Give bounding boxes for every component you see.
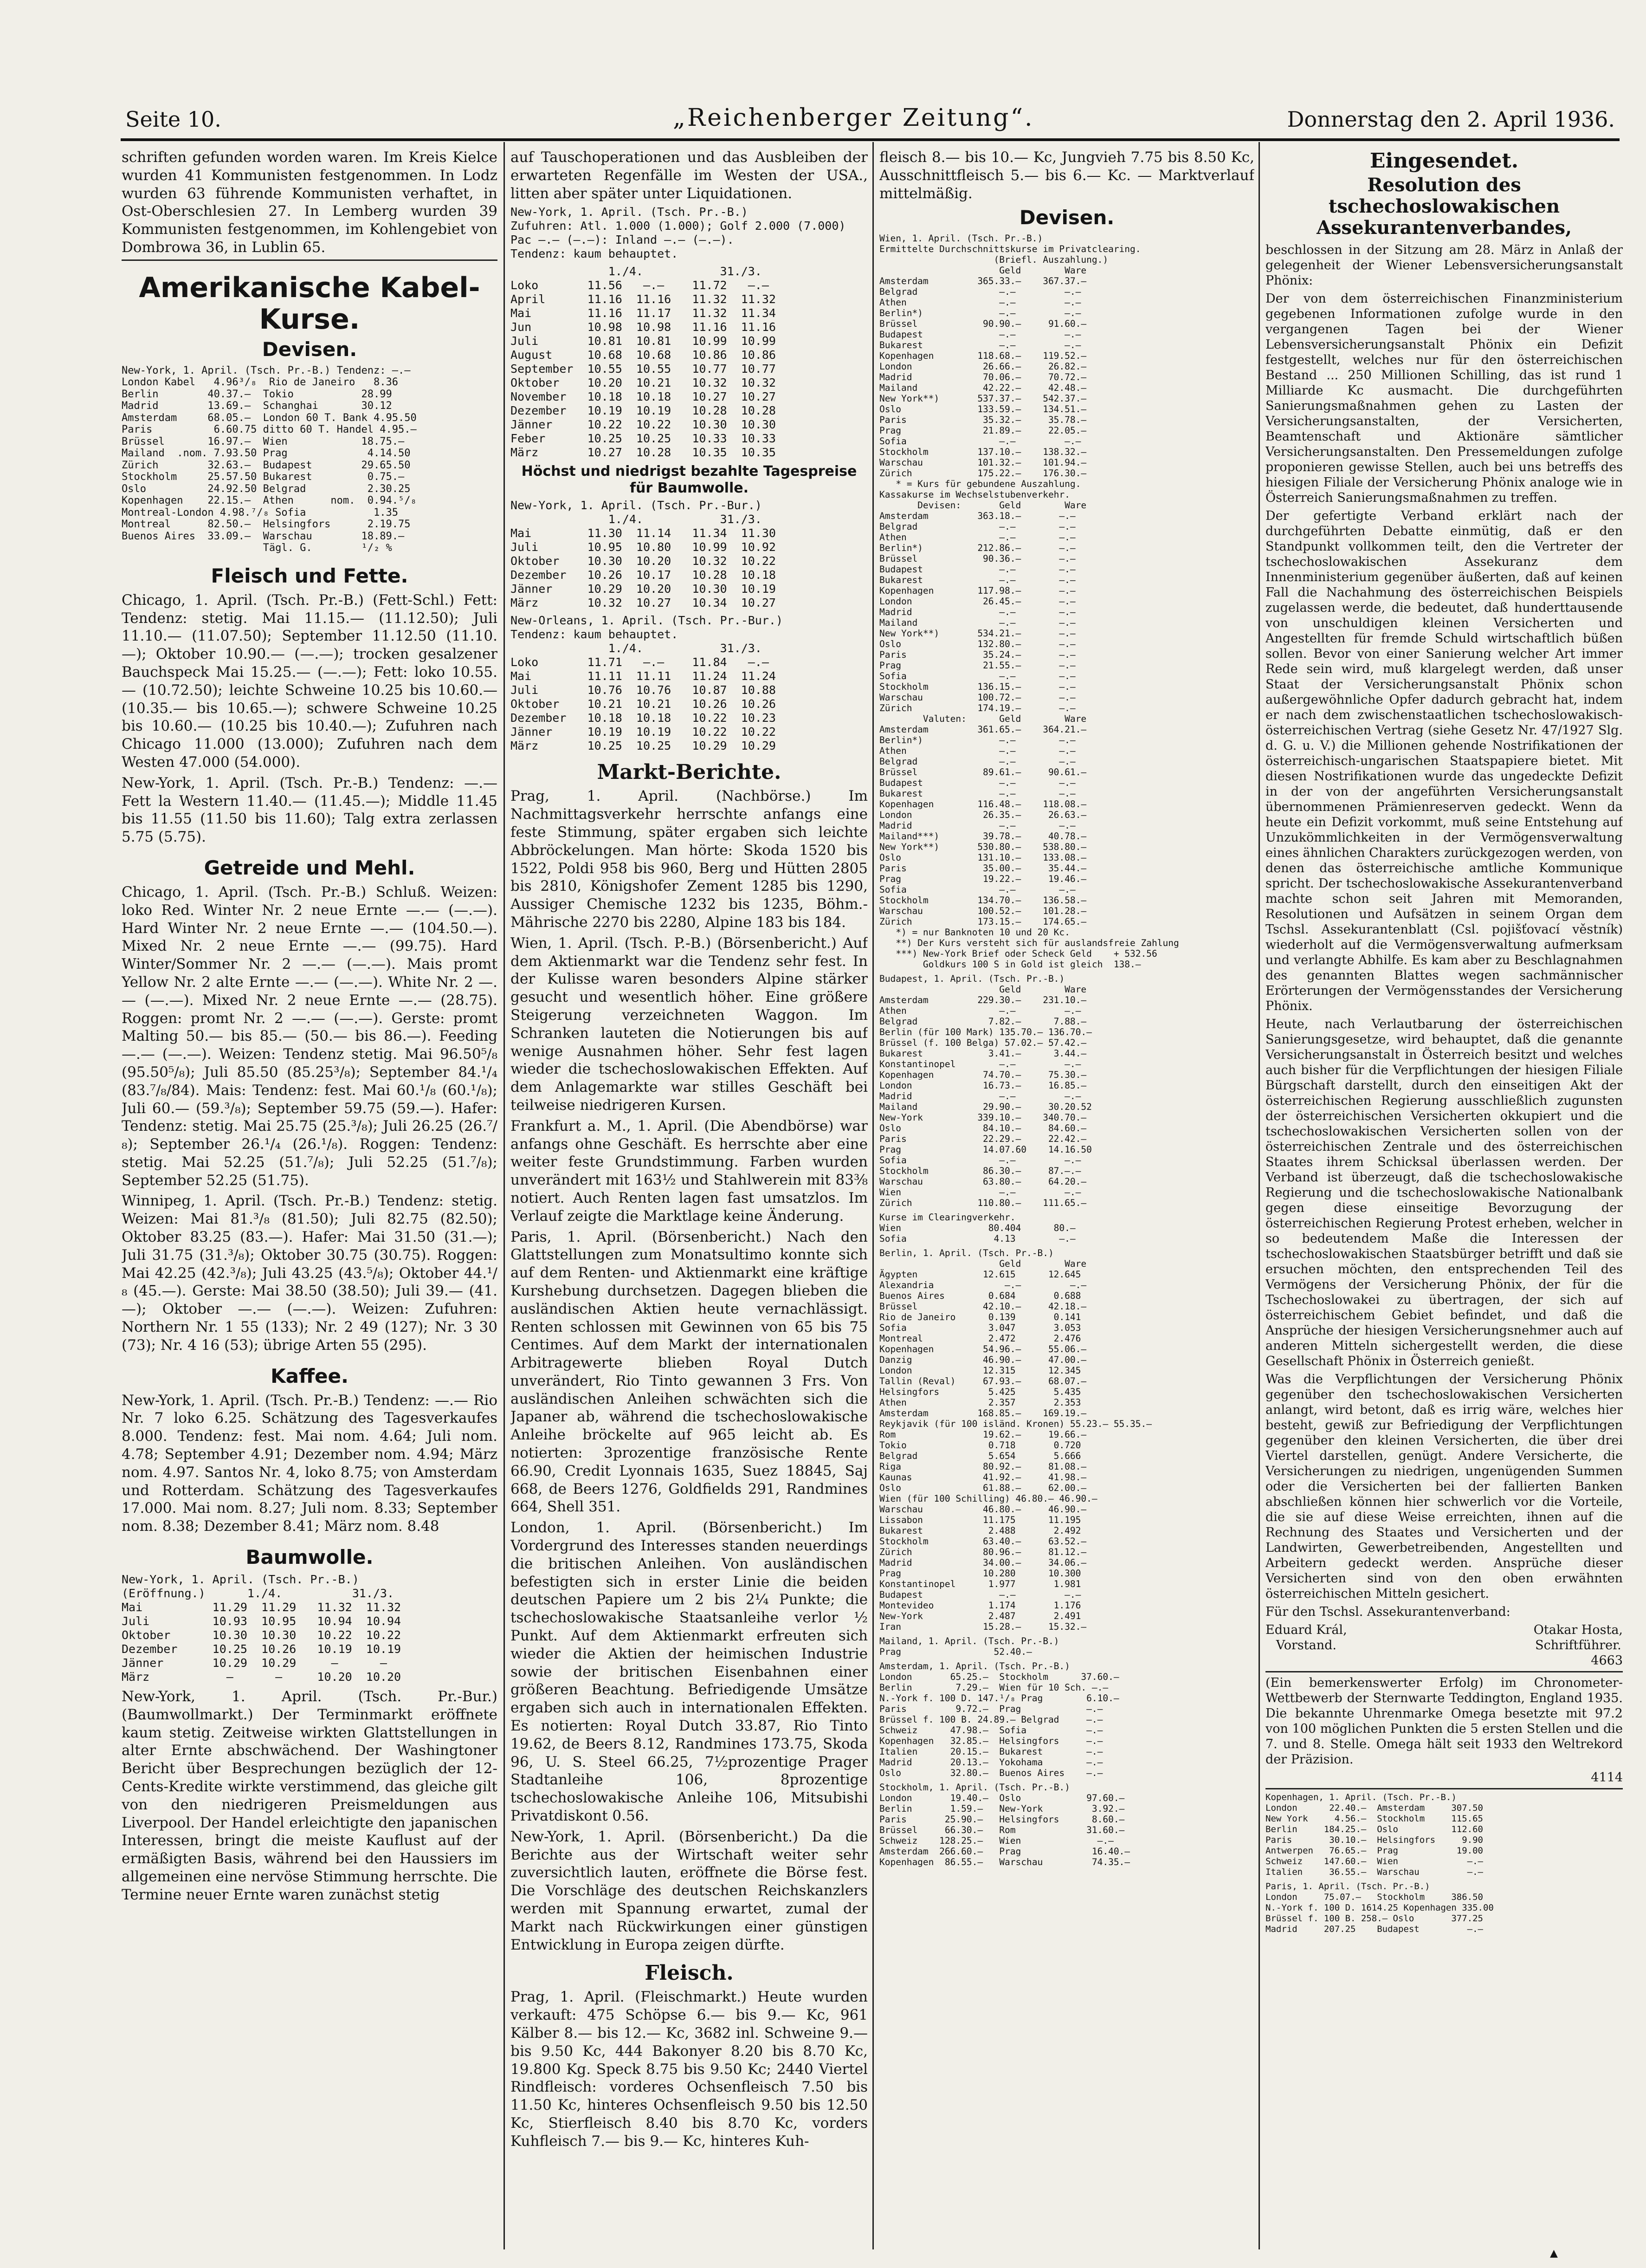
signature-number: 4663 xyxy=(1591,1653,1623,1668)
page-header xyxy=(125,102,1615,139)
getreide-heading: Getreide und Mehl. xyxy=(204,856,415,879)
eingesendet-heading: Eingesendet. xyxy=(1369,149,1519,173)
omega-number: 4114 xyxy=(1591,1770,1623,1785)
signature-block xyxy=(1265,1622,1623,1653)
column-rule-3 xyxy=(1259,142,1260,2249)
kopenhagen-table: Kopenhagen, 1. April. (Tsch. Pr.-B.) London 22.40.— Amsterdam 307.50 New York 4.56.— Stockholm 115.65 Berlin 184.25.— Oslo 112.60 Paris 30.10.— Helsingfors 9.90 Antwerpen 76.65.— Prag 19.00 Schweiz 147.60.— Wien —.— Italien 36.55.— Warschau —.— xyxy=(1265,1792,1483,1877)
signature-1 xyxy=(1265,1622,1347,1653)
resolution-intro: beschlossen in der Sitzung am 28. März in Anlaß der gelegenheit der Wiener Lebensversicherungsanstalt Phönix: xyxy=(1265,243,1623,288)
col1-intro: schriften gefunden worden waren. Im Kreis Kielce wurden 41 Kommunisten festgenommen. In Lodz wurden 63 führende Kommunisten verhaftet, in Ost-Oberschlesien 27. In Lemberg wurden 39 Kommunisten festgenommen, im Kohlengebiet von Dombrowa 36, in Lublin 65. xyxy=(122,149,497,256)
markt-berichte-heading: Markt-Berichte. xyxy=(597,760,781,784)
signature-2-role: Schriftführer. xyxy=(1535,1638,1621,1652)
omega-notice: (Ein bemerkenswerter Erfolg) im Chronometer-Wettbewerb der Sternwarte Teddington, England 1935. Die bekannte Uhrenmarke Omega besetzte mit 97.2 von 100 möglichen Punkten die 5 ersten Stellen und die 7. und 8. Stelle. Omega hält seit 1933 den Weltrekord der Präzision. xyxy=(1265,1676,1623,1767)
column-3 xyxy=(879,149,1254,2247)
kaffee-text: New-York, 1. April. (Tsch. Pr.-B.) Tendenz: —.— Rio Nr. 7 loko 6.25. Schätzung des Tagesverkaufes 8.000. Tendenz: fest. Mai nom. 4.64; Juli nom. 4.78; September 4.91; Dezember nom. 4.94; März nom. 4.97. Santos Nr. 4, loko 8.75; von Amsterdam und Rotterdam. Schätzung des Tagesverkaufes 17.000. Mai nom. 8.27; Juli nom. 8.33; September nom. 8.38; Dezember 8.41; März nom. 8.48 xyxy=(122,1392,497,1535)
chicago-getreide-text: Chicago, 1. April. (Tsch. Pr.-B.) Schluß. Weizen: loko Red. Winter Nr. 2 neue Ernte —.— (—.—). Hard Winter Nr. 2 neue Ernte —.— (104.50.—). Mixed Nr. 2 neue Ernte —.— (99.75). Hard Winter/Sommer Nr. 2 —.— (—.—). Mais promt Yellow Nr. 2 alte Ernte —.— (—.—). White Nr. 2 —.— (—.—). Mixed Nr. 2 neue Ernte —.— (28.75). Roggen: promt Nr. 2 —.— (—.—). Gerste: promt Malting 50.— bis 85.— (50.— bis 86.—). Feeding —.— (—.—). Weizen: Tendenz stetig. Mai 96.50⁵/₈ (95.50⁵/₈); Juli 85.50 (85.25³/₈); September 84.¹/₄ (83.⁷/₈/84). Mais: Tendenz: fest. Mai 60.¹/₈ (60.¹/₈); Juli 60.— (59.³/₈); September 59.75 (59.—). Hafer: Tendenz: stetig. Mai 25.75 (25.³/₈); Juli 26.25 (26.⁷/₈); September 26.¹/₄ (26.¹/₈). Roggen: Tendenz: stetig. Mai 52.25 (51.⁷/₈); Juli 52.25 (51.⁷/₈); September 52.25 (51.75). xyxy=(122,883,497,1189)
hoechst-table: New-York, 1. April. (Tsch. Pr.-Bur.) 1./4. 31./3. Mai 11.30 11.14 11.34 11.30 Juli 10.95 10.80 10.99 10.92 Oktober 10.30 10.20 10.32 10.22 Dezember 10.26 10.17 10.28 10.18 Jänner 10.29 10.20 10.30 10.19 März 10.32 10.27 10.34 10.27 xyxy=(510,499,776,610)
baumwolle-text: New-York, 1. April. (Tsch. Pr.-Bur.) (Baumwollmarkt.) Der Terminmarkt eröffnete kaum stetig. Zeitweise wirkten Glattstellungen in alter Ernte abschwächend. Der Washingtoner Bericht über Besprechungen bezüglich der 12-Cents-Kredite wirkte verstimmend, das gleiche gilt von den niedrigeren Preismeldungen aus Liverpool. Der Handel erleichtigte den japanischen Interessen, bringt die meiste Kauflust auf der ermäßigten Basis, während bei den Haussiers im allgemeinen eine nervöse Stimmung herrschte. Die Termine neuer Ernte waren zunächst stetig xyxy=(122,1688,497,1903)
stockholm-table: Stockholm, 1. April. (Tsch. Pr.-B.) London 19.40.— Oslo 97.60.— Berlin 1.59.— New-York 3.92.— Paris 25.90.— Helsingfors 8.60.— Brüssel 66.30.— Rom 31.60.— Schweiz 128.25.— Wien —.— Amsterdam 266.60.— Prag 16.40.— Kopenhagen 86.55.— Warschau 74.35.— xyxy=(879,1782,1130,1868)
budapest-table: Budapest, 1. April. (Tsch. Pr.-B.) Geld Ware Amsterdam 229.30.— 231.10.— Athen —.— —.— Belgrad 7.82.— 7.88.— Berlin (für 100 Mark) 135.70.— 136.70.— Brüssel (f. 100 Belga) 57.02.— 57.42.— Bukarest 3.41.— 3.44.— Konstantinopel —.— —.— Kopenhagen 74.70.— 75.30.— London 16.73.— 16.85.— Madrid —.— —.— Mailand 29.90.— 30.20.52 New-York 339.10.— 340.70.— Oslo 84.10.— 84.60.— Paris 22.29.— 22.42.— Prag 14.07.60 14.16.50 Sofia —.— —.— Stockholm 86.30.— 87.—.— Warschau 63.80.— 64.20.— Wien —.— —.— Zürich 110.80.— 111.65.— xyxy=(879,973,1092,1209)
corner-mark: ▲ xyxy=(1550,2248,1558,2259)
london-bericht: London, 1. April. (Börsenbericht.) Im Vordergrund des Interesses standen neuerdings die britischen Anleihen. Von ausländischen befestigten sich in erster Linie die beiden deutschen Papiere um 2 bis 2¼ Punkte; die tschechoslowakische Staatsanleihe verlor ½ Punkt. Auf dem Aktienmarkt erfreuten sich wieder die Aktien der heimischen Industrie sowie der britischen Eisenbahnen einer größeren Beachtung. Befriedigende Umsätze ergaben sich auch in internationalen Effekten. Es notierten: Royal Dutch 33.87, Rio Tinto 19.62, de Beers 8.12, Randmines 173.75, Skoda 96, U. S. Steel 66.25, 7½prozentige Prager Stadtanleihe 106, 8prozentige tschechoslowakische Anleihe 106, Mitsubishi Privatdiskont 0.56. xyxy=(510,1519,868,1825)
ny-baumwolle-table: 1./4. 31./3. Loko 11.56 —.— 11.72 —.— April 11.16 11.16 11.32 11.32 Mai 11.16 11.17 11.32 11.34 Jun 10.98 10.98 11.16 11.16 Juli 10.81 10.81 10.99 10.99 August 10.68 10.68 10.86 10.86 September 10.55 10.55 10.77 10.77 Oktober 10.20 10.21 10.32 10.32 November 10.18 10.18 10.27 10.27 Dezember 10.19 10.19 10.28 10.28 Jänner 10.22 10.22 10.30 10.30 Feber 10.25 10.25 10.33 10.33 März 10.27 10.28 10.35 10.35 xyxy=(510,265,776,460)
newyork-bericht: New-York, 1. April. (Börsenbericht.) Da die Berichte aus der Wirtschaft weiter sehr zuversichtlich lauten, eröffnete die Börse fest. Die Vorschläge des deutschen Reichskanzlers werden mit Spannung erwartet, zumal der Markt nach Rückwirkungen einer günstigen Entwicklung in Europa zeigen dürfte. xyxy=(510,1828,868,1953)
signature-2-name: Otakar Hosta, xyxy=(1533,1623,1623,1637)
issue-date: Donnerstag den 2. April 1936. xyxy=(1287,107,1615,132)
fleisch-heading: Fleisch. xyxy=(645,1961,734,1985)
baumwolle-heading: Baumwolle. xyxy=(245,1546,374,1569)
col4-rule xyxy=(1265,1671,1623,1672)
col1-rule xyxy=(122,259,497,261)
column-1 xyxy=(122,149,497,2247)
wien-bericht: Wien, 1. April. (Tsch. P.-B.) (Börsenbericht.) Auf dem Aktienmarkt war die Tendenz sehr fest. In der Kulisse waren besonders Alpine stärker gesucht und wesentlich höher. Eine größere Steigerung verzeichneten Waggon. Im Schranken lauteten die Notierungen bis auf wenige Ausnahmen höher. Sehr fest lagen wieder die tschechoslowakischen Effekten. Auf dem Anlagemarkte war stilles Geschäft bei teilweise niedrigeren Kursen. xyxy=(510,934,868,1114)
header-rule xyxy=(121,138,1620,141)
devisen-heading: Devisen. xyxy=(262,337,357,361)
kabel-devisen-table: New-York, 1. April. (Tsch. Pr.-B.) Tendenz: —.— London Kabel 4.96³/₈ Rio de Janeiro 8.36 Berlin 40.37.— Tokio 28.99 Madrid 13.69.— Schanghai 30.12 Amsterdam 68.05.— London 60 T. Bank 4.95.50 Paris 6.60.75 ditto 60 T. Handel 4.95.— Brüssel 16.97.— Wien 18.75.— Mailand .nom. 7.93.50 Prag 4.14.50 Zürich 32.63.— Budapest 29.65.50 Stockholm 25.57.50 Bukarest 0.75.— Oslo 24.92.50 Belgrad 2.30.25 Kopenhagen 22.15.— Athen nom. 0.94.⁵/₈ Montreal-London 4.98.⁷/₈ Sofia 1.35 Montreal 82.50.— Helsingfors 2.19.75 Buenos Aires 33.09.— Warschau 18.89.— Tägl. G. ¹/₂ % xyxy=(122,364,417,554)
chicago-fett-text: Chicago, 1. April. (Tsch. Pr.-B.) (Fett-Schl.) Fett: Tendenz: stetig. Mai 11.15.— (11.12.50); Juli 11.10.— (11.07.50); September 11.12.50 (11.10.—); Oktober 10.90.— (—.—); trocken gesalzener Bauchspeck Mai 15.25.— (—.—); Fett: loko 10.55.— (10.72.50); leichte Schweine 10.25 bis 10.60.— (10.35.— bis 10.65.—); schwere Schweine 10.25 bis 10.60.— (10.25 bis 10.40.—); Zufuhren nach Chicago 11.000 (13.000); Zufuhren nach dem Westen 47.000 (54.000). xyxy=(122,591,497,771)
resolution-para-3: Heute, nach Verlautbarung der österreichischen Sanierungsgesetze, wird behauptet, daß die genannte Versicherungsanstalt in Österreich besitzt und welches auch bisher für die Verpflichtungen der hiesigen Filiale Bürgschaft darstellt, durch den einseitigen Akt der österreichischen Regierung ausschließlich zugunsten der österreichischen Versicherten okkupiert und die tschechoslowakischen Versicherten sollen von der österreichischen Zentrale und des österreichischen Staates ihrem Schicksal überlassen werden. Der Verband ist überzeugt, daß die tschechoslowakische Regierung und die tschechoslowakische Nationalbank gegen diese einseitige Bevorzugung der österreichischen Regierung Protest erheben, welcher in so bedeutendem Maße die Interessen der tschechoslowakischen Staatsbürger betrifft und daß sie ersuchen möchten, den entsprechenden Teil des Vermögens der Versicherung Phönix, der für die Tschechoslowakei zu übertragen, der sich auf österreichischem Gebiet befindet, und daß die Ansprüche der hiesigen Versicherungsnehmer auch auf anderen Mitteln sichergestellt werden, die diese Gesellschaft Phönix in Österreich genießt. xyxy=(1265,1017,1623,1368)
paris-bericht: Paris, 1. April. (Börsenbericht.) Nach den Glattstellungen zum Monatsultimo konnte sich auf dem Renten- und Aktienmarkt eine kräftige Kurshebung durchsetzen. Dagegen blieben die ausländischen Aktien heute vernachlässigt. Renten schlossen mit Gewinnen von 65 bis 75 Centimes. Auf dem Markt der internationalen Arbitragewerte blieben Royal Dutch unverändert, Rio Tinto gewannen 3 Frs. Von ausländischen Anleihen schwächten sich die Japaner ab, während die tschechoslowakische Anleihe bröckelte auf 965 leicht ab. Es notierten: 3prozentige französische Rente 66.90, Credit Lyonnais 1635, Suez 18845, Saj 668, de Beers 1276, Goldfields 291, Randmines 664, Shell 351. xyxy=(510,1228,868,1516)
mailand-table: Mailand, 1. April. (Tsch. Pr.-B.) Prag 52.40.— xyxy=(879,1636,1059,1658)
col2-intro: auf Tauschoperationen und das Ausbleiben der erwarteten Regenfälle im Westen der USA., litten aber später unter Liquidationen. xyxy=(510,149,868,202)
baumwolle-table: New-York, 1. April. (Tsch. Pr.-B.) (Eröffnung.) 1./4. 31./3. Mai 11.29 11.29 11.32 11.32 Juli 10.93 10.95 10.94 10.94 Oktober 10.30 10.30 10.22 10.22 Dezember 10.25 10.26 10.19 10.19 Jänner 10.29 10.29 — — März — — 10.20 10.20 xyxy=(122,1573,401,1684)
fleischmarkt-text: Prag, 1. April. (Fleischmarkt.) Heute wurden verkauft: 475 Schöpse 6.— bis 9.— Kc, 961 Kälber 8.— bis 12.— Kc, 3682 inl. Schweine 9.— bis 9.50 Kc, 444 Bakonyer 8.20 bis 8.70 Kc, 19.800 Kg. Speck 8.75 bis 9.50 Kc; 2440 Viertel Rindfleisch: vorderes Ochsenfleisch 7.50 bis 11.50 Kc, hinteres Ochsenfleisch 9.50 bis 12.50 Kc, Stierfleisch 8.40 bis 8.70 Kc, vorders Kuhfleisch 7.— bis 9.— Kc, hinteres Kuh- xyxy=(510,1989,868,2150)
resolution-para-1: Der von dem österreichischen Finanzministerium gegebenen Informationen zufolge wurde in den vergangenen Tagen bei der Wiener Lebensversicherungsanstalt Phönix ein Defizit festgestellt, welches nur für den österreichischen Bestand ... 250 Millionen Schilling, das ist rund 1 Milliarde Kc ausmacht. Die durchgeführten Sanierungsmaßnahmen gehen zu Lasten der Versicherungsanstalten, der Versicherten, Beamtenschaft und Aktionäre sämtlicher Versicherungsanstalten. Den Pressemeldungen zufolge proponieren gewisse Stellen, auch bei uns betreffs des hiesigen Filiale der Versicherung Phönix analoge wie in Österreich Sanierungsmaßnahmen zu treffen. xyxy=(1265,292,1623,505)
devisen-heading-2: Devisen. xyxy=(1019,206,1115,229)
signature-for: Für den Tschsl. Assekurantenverband: xyxy=(1265,1605,1510,1619)
clearing-table: Kurse im Clearingverkehr. Wien 80.404 80.— Sofia 4.13 —.— xyxy=(879,1212,1076,1244)
kabel-kurse-title: Amerikanische Kabel-Kurse. xyxy=(139,271,480,336)
berlin-table: Berlin, 1. April. (Tsch. Pr.-B.) Geld Ware Ägypten 12.615 12.645 Alexandria —.— —.— Buenos Aires 0.684 0.688 Brüssel 42.10.— 42.18.— Rio de Janeiro 0.139 0.141 Sofia 3.047 3.053 Montreal 2.472 2.476 Kopenhagen 54.96.— 55.06.— Danzig 46.90.— 47.00.— London 12.315 12.345 Tallin (Reval) 67.93.— 68.07.— Helsingfors 5.425 5.435 Athen 2.357 2.353 Amsterdam 168.85.— 169.19.— Reykjavik (für 100 isländ. Kronen) 55.23.— 55.35.— Rom 19.62.— 19.66.— Tokio 0.718 0.720 Belgrad 5.654 5.666 Riga 80.92.— 81.08.— Kaunas 41.92.— 41.98.— Oslo 61.88.— 62.00.— Wien (für 100 Schilling) 46.80.— 46.90.— Warschau 46.80.— 46.90.— Lissabon 11.175 11.195 Bukarest 2.488 2.492 Stockholm 63.40.— 63.52.— Zürich 80.96.— 81.12.— Madrid 34.00.— 34.06.— Prag 10.280 10.300 Konstantinopel 1.977 1.981 Budapest —.— —.— Montevideo 1.174 1.176 New-York 2.487 2.491 Iran 15.28.— 15.32.— xyxy=(879,1248,1152,1633)
signature-2 xyxy=(1534,1622,1623,1653)
frankfurt-bericht: Frankfurt a. M., 1. April. (Die Abendbörse) war anfangs ohne Geschäft. Es herrschte aber eine weiter feste Grundstimmung. Farben wurden unverändert mit 163½ und Stahlwerein mit 83⅜ notiert. Auch Renten lagen fast umsatzlos. Im Verlauf zeigte die Marktlage keine Änderung. xyxy=(510,1117,868,1225)
page-number: Seite 10. xyxy=(125,107,221,132)
col4-rule-2 xyxy=(1265,1788,1623,1789)
newspaper-title: „Reichenberger Zeitung“. xyxy=(673,104,1034,132)
newyork-fett-text: New-York, 1. April. (Tsch. Pr.-B.) Tendenz: —.— Fett la Western 11.40.— (11.45.—); Middle 11.45 bis 11.55 (11.50 bis 11.60); Talg extra zerlassen 5.75 (5.75). xyxy=(122,774,497,846)
winnipeg-text: Winnipeg, 1. April. (Tsch. Pr.-B.) Tendenz: stetig. Weizen: Mai 81.³/₈ (81.50); Juli 82.75 (82.50); Oktober 83.25 (83.—). Hafer: Mai 31.50 (31.—); Juli 31.75 (31.³/₈); Oktober 30.75 (30.75). Roggen: Mai 42.25 (42.³/₈); Juli 43.25 (43.⁵/₈); Oktober 44.¹/₈ (45.—). Gerste: Mai 38.50 (38.50); Juli 39.— (41.—); Oktober —.— (—.—). Weizen: Zufuhren: Northern Nr. 1 55 (133); Nr. 2 49 (127); Nr. 3 30 (73); Nr. 4 16 (53); übrige Arten 55 (295). xyxy=(122,1192,497,1354)
wien-devisen-table: Wien, 1. April. (Tsch. Pr.-B.) Ermittelte Durchschnittskurse im Privatclearing. (Briefl. Auszahlung.) Geld Ware Amsterdam 365.33.— 367.37.— Belgrad —.— —.— Athen —.— —.— Berlin*) —.— —.— Brüssel 90.90.— 91.60.— Budapest —.— —.— Bukarest —.— —.— Kopenhagen 118.68.— 119.52.— London 26.66.— 26.82.— Madrid 70.06.— 70.72.— Mailand 42.22.— 42.48.— New York**) 537.37.— 542.37.— Oslo 133.59.— 134.51.— Paris 35.32.— 35.78.— Prag 21.89.— 22.05.— Sofia —.— —.— Stockholm 137.10.— 138.32.— Warschau 101.32.— 101.94.— Zürich 175.22.— 176.30.— * = Kurs für gebundene Auszahlung. Kassakurse im Wechselstubenverkehr. Devisen: Geld Ware Amsterdam 363.18.— —.— Belgrad —.— —.— Athen —.— —.— Berlin*) 212.86.— —.— Brüssel 90.36.— —.— Budapest —.— —.— Bukarest —.— —.— Kopenhagen 117.98.— —.— London 26.45.— —.— Madrid —.— —.— Mailand —.— —.— New York**) 534.21.— —.— Oslo 132.80.— —.— Paris 35.24.— —.— Prag 21.55.— —.— Sofia —.— —.— Stockholm 136.15.— —.— Warschau 100.72.— —.— Zürich 174.19.— —.— Valuten: Geld Ware Amsterdam 361.65.— 364.21.— Berlin*) —.— —.— Athen —.— —.— Belgrad —.— —.— Brüssel 89.61.— 90.61.— Budapest —.— —.— Bukarest —.— —.— Kopenhagen 116.48.— 118.08.— London 26.35.— 26.63.— Madrid —.— —.— Mailand***) 39.78.— 40.78.— New York**) 530.80.— 538.80.— Oslo 131.10.— 133.08.— Paris 35.00.— 35.44.— Prag 19.22.— 19.46.— Sofia —.— —.— Stockholm 134.70.— 136.58.— Warschau 100.52.— 101.28.— Zürich 173.15.— 174.65.— *) = nur Banknoten 10 und 20 Kc. **) Der Kurs versteht sich für auslandsfreie Zahlung ***) New-York Brief oder Scheck Geld + 532.56 Goldkurs 100 S in Gold ist gleich 138.— xyxy=(879,233,1179,970)
column-rule-1 xyxy=(503,142,505,2249)
column-rule-2 xyxy=(872,142,874,2249)
resolution-title: Resolution des tschechoslowakischen Assekurantenverbandes, xyxy=(1317,174,1572,239)
fleisch-fette-heading: Fleisch und Fette. xyxy=(211,564,408,587)
hoechst-heading: Höchst und niedrigst bezahlte Tagespreise für Baumwolle. xyxy=(521,463,857,497)
ny-zufuhren: New-York, 1. April. (Tsch. Pr.-B.) Zufuhren: Atl. 1.000 (1.000); Golf 2.000 (7.000) Pac —.— (—.—): Inland —.— (—.—). Tendenz: kaum behauptet. xyxy=(510,205,846,261)
kaffee-heading: Kaffee. xyxy=(271,1364,349,1387)
column-2 xyxy=(510,149,868,2247)
signature-1-name: Eduard Král, xyxy=(1265,1623,1347,1637)
prag-bericht: Prag, 1. April. (Nachbörse.) Im Nachmittagsverkehr herrschte anfangs eine feste Stimmung, später ergaben sich leichte Abbröckelungen. Man hörte: Skoda 1520 bis 1522, Poldi 958 bis 960, Berg und Hütten 2805 bis 2810, Königshofer Zement 1285 bis 1290, Aussiger Chemische 1232 bis 1235, Böhm.-Mährische 2270 bis 2280, Alpine 183 bis 184. xyxy=(510,788,868,931)
signature-1-role: Vorstand. xyxy=(1276,1638,1336,1652)
column-4 xyxy=(1265,149,1623,2247)
amsterdam-table: Amsterdam, 1. April. (Tsch. Pr.-B.) London 65.25.— Stockholm 37.60.— Berlin 7.29.— Wien für 10 Sch. —.— N.-York f. 100 D. 147.¹/₈ Prag 6.10.— Paris 9.72.— Prag —.— Brüssel f. 100 B. 24.89.— Belgrad —.— Schweiz 47.98.— Sofia —.— Kopenhagen 32.85.— Helsingfors —.— Italien 20.15.— Bukarest —.— Madrid 20.13.— Yokohama —.— Oslo 32.80.— Buenos Aires —.— xyxy=(879,1661,1119,1779)
orleans-table: New-Orleans, 1. April. (Tsch. Pr.-Bur.) Tendenz: kaum behauptet. 1./4. 31./3. Loko 11.71 —.— 11.84 —.— Mai 11.11 11.11 11.24 11.24 Juli 10.76 10.76 10.87 10.88 Oktober 10.21 10.21 10.26 10.26 Dezember 10.18 10.18 10.22 10.23 Jänner 10.19 10.19 10.22 10.22 März 10.25 10.25 10.29 10.29 xyxy=(510,614,783,753)
col3-intro: fleisch 8.— bis 10.— Kc, Jungvieh 7.75 bis 8.50 Kc, Ausschnittfleisch 5.— bis 6.— Kc. — Marktverlauf mittelmäßig. xyxy=(879,149,1254,202)
resolution-para-4: Was die Verpflichtungen der Versicherung Phönix gegenüber den tschechoslowakischen Versicherten anlangt, wird betont, daß es irrig wäre, welches hier besteht, gewiß zur Befriedigung der Verpflichtungen gegenüber den kleinen Versicherten, die über drei Viertel darstellen, genügt. Andere Versicherte, die Versicherungen zu niedrigen, ungenügenden Summen oder die Versicherten bei der fallierten Banken abschließen können hier schwerlich vor die Vorteile, die sie auf diese Weise erreichten, ihnen auf die Rechnung des Staates und Versicherten und der Landwirten, Gewerbetreibenden, Angestellten und Arbeitern gedeckt werden. Ansprüche dieser Versicherten sind von den oben erwähnten österreichischen Mitteln gesichert. xyxy=(1265,1372,1623,1601)
resolution-para-2: Der gefertigte Verband erklärt nach der durchgeführten Debatte einmütig, daß er den Standpunkt vollkommen teilt, den die Vertreter der tschechoslowakischen Assekuranz dem Innenministerium gegenüber äußerten, daß auf keinen Fall die Nachahmung des österreichischen Beispiels zugelassen werde, die bedeutet, daß hunderttausende von unschuldigen kleinen Versicherten und Angestellten für fremde Schuld wirtschaftlich büßen sollen. Bevor von einer Sanierung welcher Art immer Rede sein wird, muß klargelegt werden, daß unser Staat der Versicherungsanstalt Phönix schon außergewöhnliche Opfer dadurch gebracht hat, indem er nach dem zwischenstaatlichen tschechoslowakisch-österreichischen Vertrag (siehe Gesetz Nr. 47/1927 Slg. d. G. u. V.) die Millionen gehende Nostrifikationen der österreichisch-ungarischen Staatspapiere bietet. Mit diesen Nostrifikationen wurde das ungedeckte Defizit in der von der angeführten Versicherungsanstalt übernommenen Prämienreserven gedeckt. Wenn da heute ein Defizit vorkommt, muß seine Entstehung auf Unzukömmlichkeiten in der Vermögensverwaltung eines ähnlichen Charakters zurückgezogen werden, von denen das österreichische amtliche Kommunique spricht. Der tschechoslowakische Assekurantenverband machte schon seit Jahren mit Memoranden, Resolutionen und Aufsätzen in seinem Organ dem Tschsl. Assekurantenblatt (Csl. pojišťovací věstník) wiederholt auf die Vermögensverwaltung aufmerksam und verlangte Abhilfe. Es kam aber zu Beschlagnahmen des genannten Blattes wegen sachmännischer Erörterungen der Vermögensstandes der Versicherung Phönix. xyxy=(1265,509,1623,1013)
paris-kurse-table: Paris, 1. April. (Tsch. Pr.-B.) London 75.07.— Stockholm 386.50 N.-York f. 100 D. 1614.25 Kopenhagen 335.00 Brüssel f. 100 B. 258.— Oslo 377.25 Madrid 207.25 Budapest —.— xyxy=(1265,1881,1494,1934)
